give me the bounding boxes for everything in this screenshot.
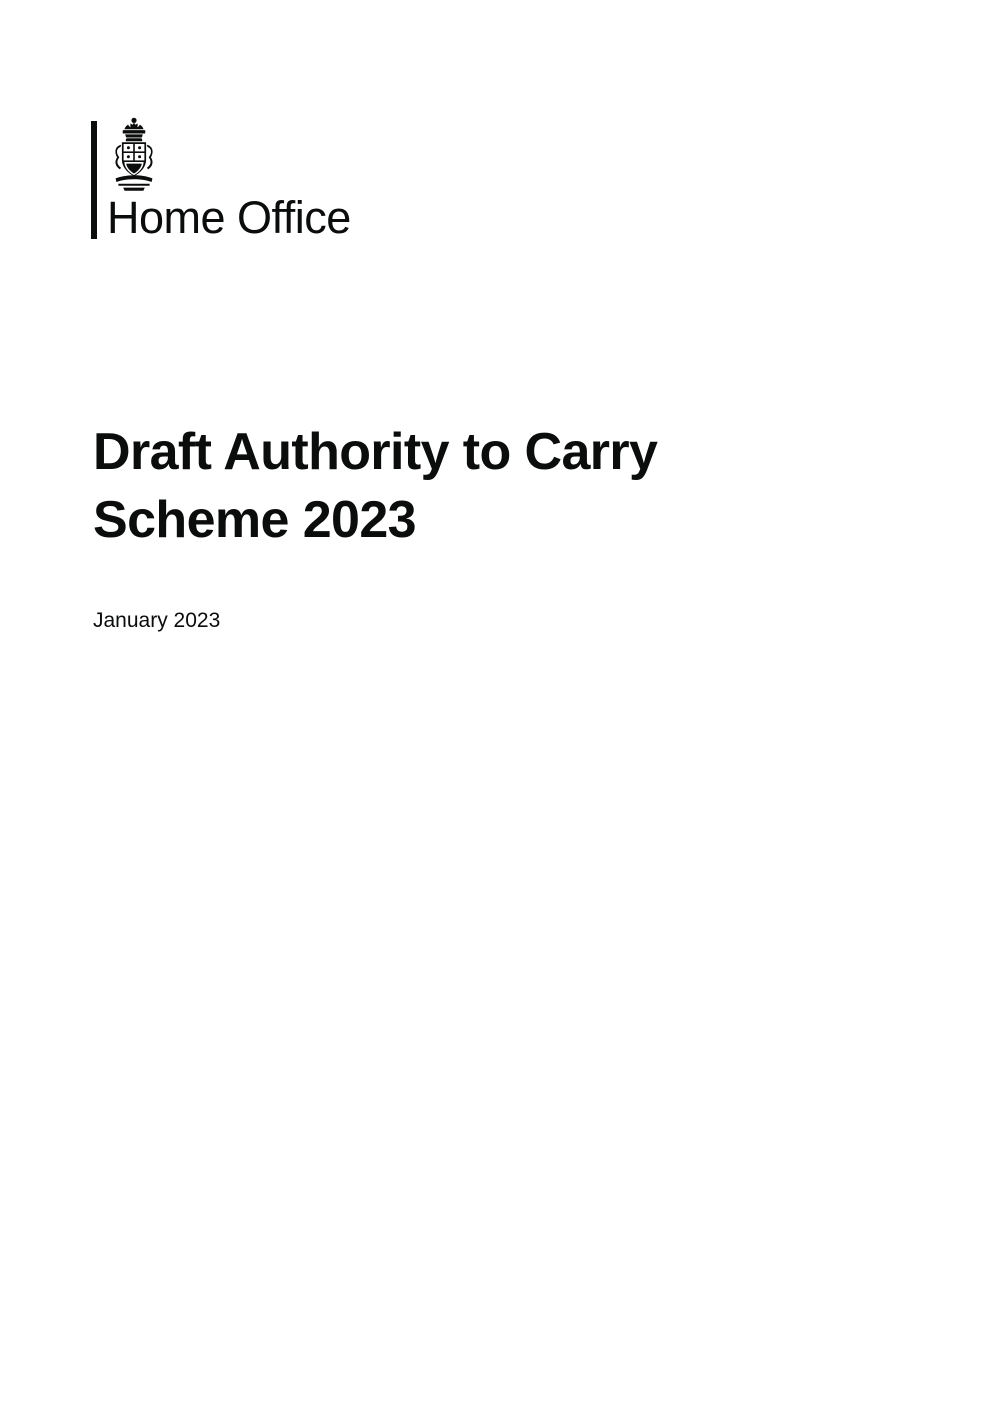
page-title: [93, 418, 833, 554]
page-title-line-2: Scheme 2023: [93, 491, 416, 549]
page-title-line-1: Draft Authority to Carry: [93, 423, 658, 481]
home-office-logo: [91, 117, 351, 241]
royal-crest-icon: [107, 117, 161, 193]
wordmark-row: [91, 192, 351, 243]
logo-vertical-bar: [91, 121, 97, 239]
title-block: [93, 418, 833, 554]
crest-row: [91, 117, 161, 193]
publication-date: January 2023: [93, 609, 221, 632]
organisation-name: Home Office: [107, 192, 351, 243]
